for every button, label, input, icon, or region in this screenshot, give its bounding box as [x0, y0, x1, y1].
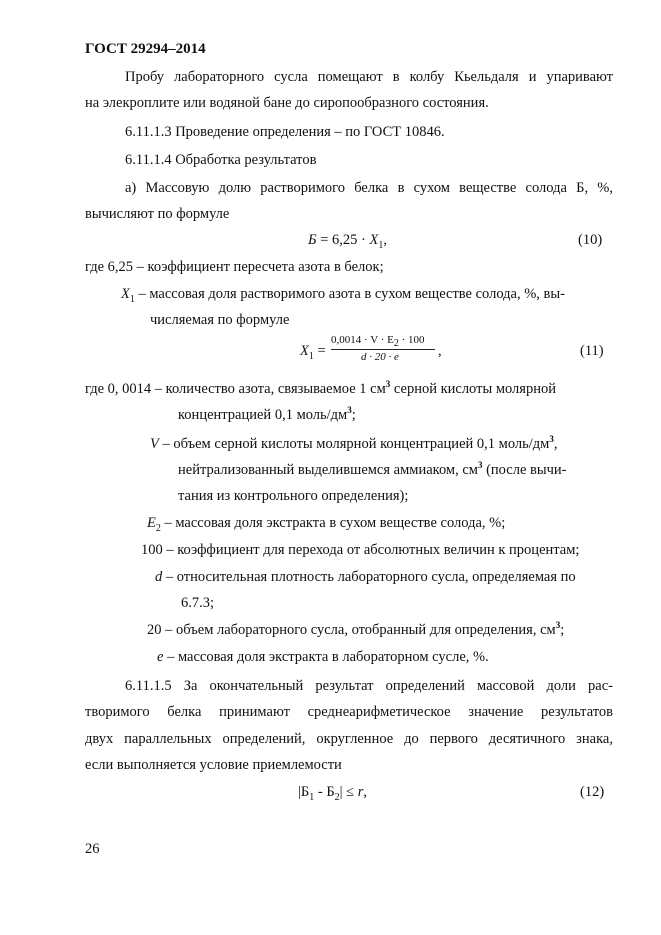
definition-text: ; — [560, 622, 565, 638]
paragraph-line: на элекроплите или водяной бане до сиропообразного состояния. — [85, 95, 489, 111]
formula-symbol: r — [357, 784, 364, 800]
formula-12 — [298, 783, 367, 801]
formula-subscript: 2 — [155, 522, 161, 534]
formula-symbol: X — [121, 286, 130, 302]
paragraph-line: если выполняется условие приемлемости — [85, 757, 342, 773]
definition-text: – массовая доля экстракта в лабораторном сусле, %. — [163, 649, 489, 665]
definition-text: , — [553, 436, 558, 452]
definition-text: ; — [351, 407, 356, 423]
definition-text: (после вычи- — [482, 462, 567, 478]
paragraph-line: двух параллельных определений, округленное до первого десятичного знака, — [85, 731, 613, 747]
definition-d — [155, 568, 576, 586]
definition-e2 — [147, 514, 505, 532]
formula-text: , — [438, 343, 442, 359]
paragraph-line: 6.11.1.5 За окончательный результат определений массовой доли рас- — [125, 678, 613, 694]
fraction-denominator: d · 20 · e — [361, 351, 399, 363]
formula-text: = — [313, 343, 326, 359]
fraction-numerator — [331, 334, 425, 350]
numerator-text: 0,0014 · V · E — [331, 334, 394, 346]
paragraph-line: вычисляют по формуле — [85, 206, 230, 222]
paragraph-line: где 6,25 – коэффициент пересчета азота в белок; — [85, 259, 384, 275]
equation-number: (10) — [578, 232, 603, 248]
definition-text: концентрацией 0,1 моль/дм — [178, 407, 348, 423]
definition-continuation: тания из контрольного определения); — [178, 488, 409, 504]
definition-e — [157, 648, 489, 666]
definition-text: нейтрализованный выделившемся аммиаком, см — [178, 462, 478, 478]
superscript: 3 — [385, 379, 391, 390]
definition-text: 20 – объем лабораторного сусла, отобранный для определения, см — [147, 622, 556, 638]
formula-subscript: 1 — [308, 350, 314, 362]
superscript: 3 — [549, 434, 554, 445]
equation-number: (12) — [580, 784, 605, 800]
formula-subscript: 1 — [309, 791, 315, 803]
definition-continuation — [178, 461, 567, 479]
formula-text: , — [363, 784, 368, 800]
definition-text: – массовая доля экстракта в сухом веществе солода, %; — [160, 515, 506, 531]
formula-text: , — [383, 232, 387, 248]
formula-symbol: E — [147, 515, 156, 531]
paragraph-line: творимого белка принимают среднеарифметическое значение результатов — [85, 704, 613, 720]
formula-text: = 6,25 · — [316, 232, 370, 248]
definition-20 — [147, 621, 564, 639]
definition-text: серной кислоты молярной — [390, 381, 556, 397]
definition-text: где 0, 0014 – количество азота, связываемое 1 см — [85, 381, 386, 397]
definition-text: – объем серной кислоты молярной концентрацией 0,1 моль/дм — [158, 436, 550, 452]
paragraph-line: а) Массовую долю растворимого белка в сухом веществе солода Б, %, — [125, 180, 613, 196]
document-header: ГОСТ 29294–2014 — [85, 41, 206, 57]
formula-symbol: d — [155, 569, 163, 585]
definition-coefficient — [85, 380, 556, 398]
formula-symbol: V — [150, 436, 159, 452]
section-heading: 6.11.1.4 Обработка результатов — [125, 152, 317, 168]
superscript: 3 — [347, 405, 352, 416]
equation-number: (11) — [580, 343, 604, 359]
definition-x1 — [121, 285, 565, 303]
definition-text: – массовая доля растворимого азота в сухом веществе солода, %, вы- — [134, 286, 565, 302]
formula-10 — [308, 231, 387, 249]
superscript: 3 — [555, 620, 561, 631]
numerator-text: · 100 — [398, 334, 425, 346]
formula-text: | ≤ — [339, 784, 358, 800]
formula-text: |Б — [298, 784, 310, 800]
definition-text: – относительная плотность лабораторного сусла, определяемая по — [162, 569, 576, 585]
definition-continuation: 6.7.3; — [181, 595, 215, 611]
formula-11-lhs — [300, 342, 326, 360]
definition-continuation — [178, 406, 356, 424]
formula-symbol: X — [369, 232, 379, 248]
definition-v — [150, 435, 557, 453]
formula-symbol: e — [157, 649, 164, 665]
fraction-bar — [331, 349, 435, 350]
formula-symbol: Б — [308, 232, 317, 248]
definition-100: 100 – коэффициент для перехода от абсолютных величин к процентам; — [141, 542, 580, 558]
formula-text: - Б — [314, 784, 335, 800]
formula-symbol: X — [300, 343, 309, 359]
section-heading: 6.11.1.3 Проведение определения – по ГОСТ 10846. — [125, 124, 445, 140]
formula-11-fraction — [331, 334, 437, 368]
page-number: 26 — [85, 841, 100, 857]
formula-subscript: 1 — [378, 239, 384, 251]
definition-continuation: числяемая по формуле — [150, 312, 290, 328]
superscript: 3 — [477, 460, 483, 471]
formula-subscript: 2 — [334, 791, 340, 803]
formula-subscript: 2 — [393, 338, 399, 350]
paragraph-line: Пробу лабораторного сусла помещают в колбу Кьельдаля и упаривают — [125, 69, 613, 85]
formula-subscript: 1 — [129, 293, 135, 305]
